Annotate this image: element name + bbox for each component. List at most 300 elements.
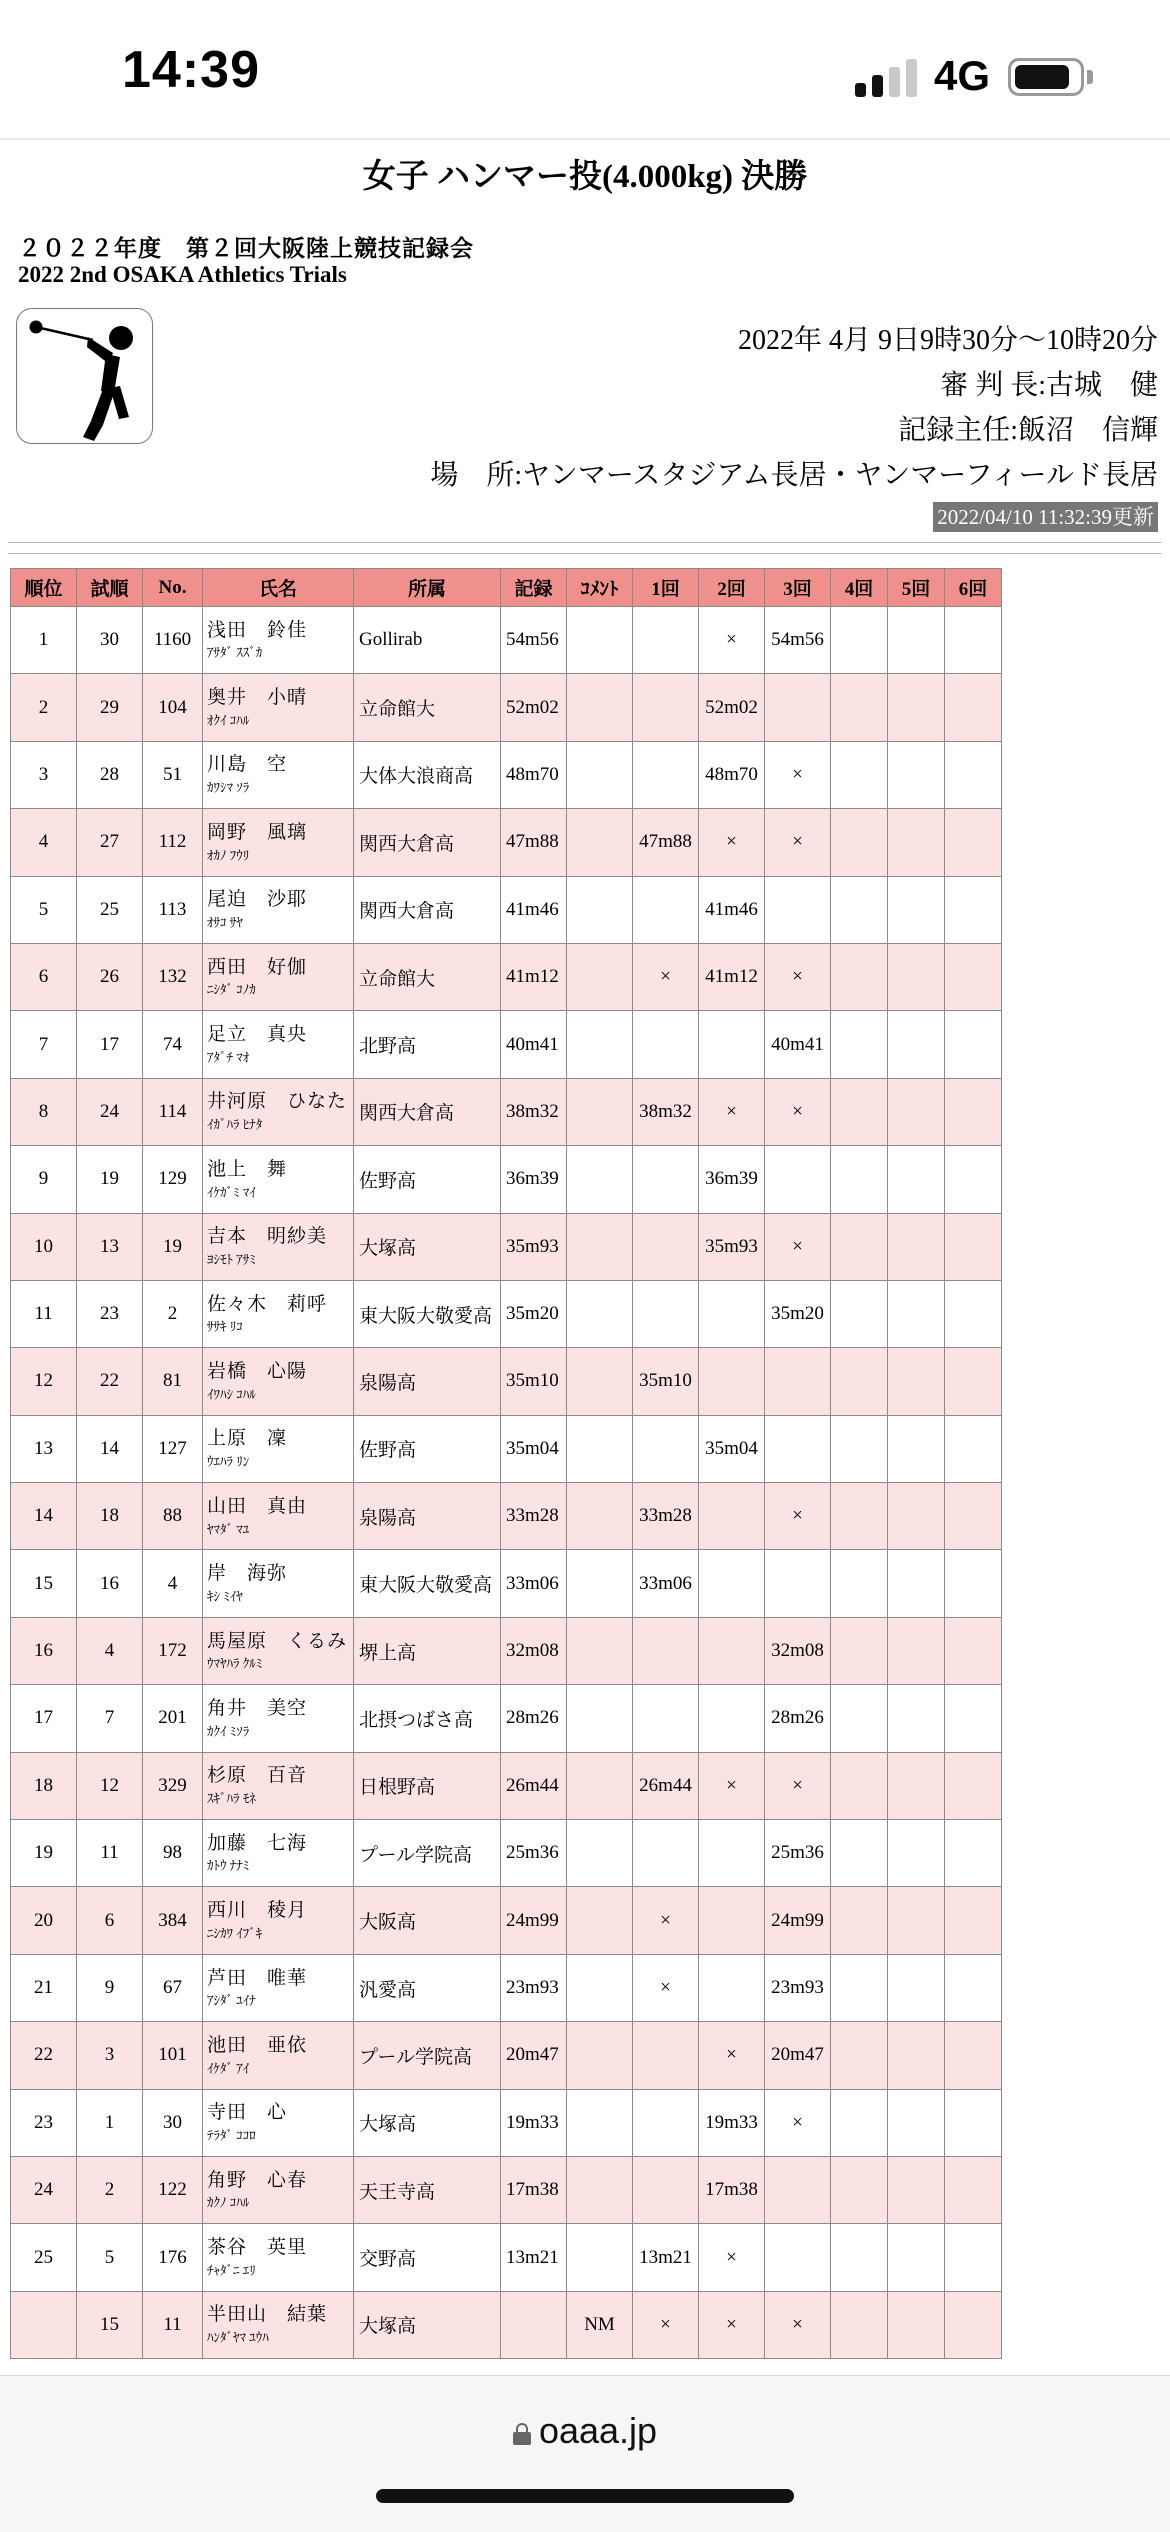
attempt-4-cell [831,674,888,741]
attempt-1-cell: 33m06 [633,1550,699,1617]
attempt-3-cell: 24m99 [765,1887,831,1954]
order-cell: 28 [77,741,143,808]
comment-cell [567,1146,633,1213]
athlete-name: 芦田 唯華 [207,1967,308,1989]
comment-cell [567,2089,633,2156]
comment-cell [567,1617,633,1684]
comment-cell [567,809,633,876]
athlete-name: 角野 心春 [207,2169,308,2191]
athlete-name: 岸 海弥 [207,1563,288,1585]
attempt-5-cell [888,607,945,674]
athlete-name-kana: ｳﾏﾔﾊﾗ ｸﾙﾐ [207,1656,263,1672]
bib-cell: 127 [143,1415,203,1482]
record-cell [501,2291,567,2358]
attempt-6-cell [945,1011,1002,1078]
column-header: ｺﾒﾝﾄ [567,569,633,607]
column-header: 記録 [501,569,567,607]
attempt-4-cell [831,2156,888,2223]
attempt-5-cell [888,876,945,943]
table-row [11,1146,1002,1213]
attempt-3-cell: × [765,809,831,876]
column-header: 6回 [945,569,1002,607]
athlete-name-kana: ｻｻｷ ﾘｺ [207,1319,243,1335]
updated-timestamp: 2022/04/10 11:32:39更新 [933,502,1158,532]
attempt-6-cell [945,1954,1002,2021]
athlete-name: 岩橋 心陽 [207,1360,308,1382]
attempt-3-cell: × [765,741,831,808]
attempt-6-cell [945,1078,1002,1145]
rank-cell: 2 [11,674,77,741]
bib-cell: 113 [143,876,203,943]
attempt-4-cell [831,1550,888,1617]
bib-cell: 19 [143,1213,203,1280]
attempt-4-cell [831,1146,888,1213]
athlete-name-cell [203,607,354,674]
athlete-name-kana: ｶｸｲ ﾐｿﾗ [207,1723,250,1739]
table-row [11,1011,1002,1078]
attempt-1-cell: 47m88 [633,809,699,876]
column-header: No. [143,569,203,607]
comment-cell [567,607,633,674]
order-cell: 18 [77,1483,143,1550]
team-cell: 関西大倉高 [354,809,501,876]
athlete-name-cell [203,1146,354,1213]
record-cell: 35m10 [501,1348,567,1415]
attempt-6-cell [945,1348,1002,1415]
attempt-2-cell: × [699,2022,765,2089]
record-cell: 33m28 [501,1483,567,1550]
order-cell: 4 [77,1617,143,1684]
attempt-5-cell [888,2291,945,2358]
attempt-2-cell: × [699,1752,765,1819]
athlete-name: 吉本 明紗美 [207,1226,328,1248]
comment-cell [567,1415,633,1482]
comment-cell [567,1280,633,1347]
rank-cell: 23 [11,2089,77,2156]
attempt-5-cell [888,1348,945,1415]
comment-cell [567,1483,633,1550]
table-row [11,1685,1002,1752]
athlete-name-cell [203,1752,354,1819]
attempt-3-cell: × [765,1483,831,1550]
record-cell: 32m08 [501,1617,567,1684]
order-cell: 19 [77,1146,143,1213]
bib-cell: 101 [143,2022,203,2089]
attempt-2-cell [699,1820,765,1887]
bib-cell: 1160 [143,607,203,674]
attempt-2-cell: 35m93 [699,1213,765,1280]
attempt-3-cell: 32m08 [765,1617,831,1684]
attempt-1-cell [633,1280,699,1347]
column-header: 5回 [888,569,945,607]
athlete-name-kana: ｽｷﾞﾊﾗ ﾓﾈ [207,1791,256,1807]
order-cell: 9 [77,1954,143,2021]
attempt-1-cell: × [633,2291,699,2358]
team-cell: 佐野高 [354,1146,501,1213]
rank-cell: 19 [11,1820,77,1887]
url-text: oaaa.jp [538,2410,658,2451]
rank-cell: 10 [11,1213,77,1280]
record-cell: 19m33 [501,2089,567,2156]
athlete-name: 佐々木 莉呼 [207,1293,328,1315]
attempt-6-cell [945,1820,1002,1887]
rank-cell: 18 [11,1752,77,1819]
order-cell: 12 [77,1752,143,1819]
record-cell: 36m39 [501,1146,567,1213]
team-cell: 大阪高 [354,1887,501,1954]
athlete-name-kana: ｱﾀﾞﾁ ﾏｵ [207,1049,250,1065]
attempt-1-cell: 35m10 [633,1348,699,1415]
rank-cell: 3 [11,741,77,808]
attempt-5-cell [888,1954,945,2021]
attempt-5-cell [888,1820,945,1887]
comment-cell [567,1685,633,1752]
record-cell: 26m44 [501,1752,567,1819]
attempt-6-cell [945,2022,1002,2089]
attempt-6-cell [945,1483,1002,1550]
rank-cell: 25 [11,2224,77,2291]
athlete-name: 浅田 鈴佳 [207,619,308,641]
bib-cell: 51 [143,741,203,808]
attempt-6-cell [945,2156,1002,2223]
record-cell: 41m46 [501,876,567,943]
record-cell: 20m47 [501,2022,567,2089]
order-cell: 5 [77,2224,143,2291]
athlete-name-kana: ｶｸﾉ ｺﾊﾙ [207,2195,250,2211]
attempt-1-cell [633,1011,699,1078]
attempt-3-cell [765,674,831,741]
attempt-4-cell [831,1213,888,1280]
attempt-2-cell [699,1617,765,1684]
order-cell: 29 [77,674,143,741]
attempt-4-cell [831,943,888,1010]
athlete-name-cell [203,1415,354,1482]
order-cell: 30 [77,607,143,674]
attempt-4-cell [831,1078,888,1145]
athlete-name-cell [203,1348,354,1415]
order-cell: 15 [77,2291,143,2358]
table-row [11,1752,1002,1819]
attempt-2-cell: 41m46 [699,876,765,943]
team-cell: 立命館大 [354,943,501,1010]
attempt-4-cell [831,1415,888,1482]
team-cell: 関西大倉高 [354,1078,501,1145]
athlete-name: 馬屋原 くるみ [207,1630,348,1652]
attempt-2-cell: 17m38 [699,2156,765,2223]
attempt-1-cell [633,1415,699,1482]
athlete-name-cell [203,1617,354,1684]
attempt-5-cell [888,1280,945,1347]
athlete-name-kana: ﾆｼﾀﾞ ｺﾉｶ [207,982,256,998]
rank-cell: 24 [11,2156,77,2223]
attempt-6-cell [945,674,1002,741]
attempt-4-cell [831,1617,888,1684]
attempt-2-cell: 36m39 [699,1146,765,1213]
table-row [11,1280,1002,1347]
bib-cell: 132 [143,943,203,1010]
column-header: 所属 [354,569,501,607]
status-time: 14:39 [122,41,260,99]
record-cell: 13m21 [501,2224,567,2291]
athlete-name: 半田山 結葉 [207,2304,328,2326]
attempt-5-cell [888,2156,945,2223]
athlete-name-kana: ｶﾜｼﾏ ｿﾗ [207,780,250,796]
record-cell: 47m88 [501,809,567,876]
athlete-name-cell [203,2156,354,2223]
order-cell: 14 [77,1415,143,1482]
comment-cell [567,1954,633,2021]
record-cell: 38m32 [501,1078,567,1145]
record-cell: 54m56 [501,607,567,674]
attempt-3-cell: 40m41 [765,1011,831,1078]
athlete-name-cell [203,1011,354,1078]
bib-cell: 329 [143,1752,203,1819]
attempt-1-cell: × [633,943,699,1010]
attempt-3-cell: × [765,1213,831,1280]
comment-cell [567,1550,633,1617]
column-header: 3回 [765,569,831,607]
athlete-name-kana: ｵｶﾉ ﾌｳﾘ [207,847,250,863]
athlete-name-kana: ｳｴﾊﾗ ﾘﾝ [207,1454,250,1470]
attempt-3-cell: × [765,2089,831,2156]
attempt-5-cell [888,2224,945,2291]
rank-cell: 9 [11,1146,77,1213]
table-row [11,1213,1002,1280]
comment-cell [567,876,633,943]
table-row [11,943,1002,1010]
chief-recorder: 記録主任:飯沼 信輝 [898,415,1158,446]
battery-icon [1008,58,1084,96]
attempt-4-cell [831,809,888,876]
athlete-name-cell [203,674,354,741]
comment-cell [567,1011,633,1078]
attempt-6-cell [945,1550,1002,1617]
table-row [11,741,1002,808]
team-cell: 関西大倉高 [354,876,501,943]
event-info [430,318,1158,532]
team-cell: 汎愛高 [354,1954,501,2021]
attempt-2-cell: × [699,2291,765,2358]
cellular-signal-icon [855,55,917,97]
address-bar[interactable] [0,2410,1170,2452]
bib-cell: 88 [143,1483,203,1550]
attempt-4-cell [831,1820,888,1887]
attempt-6-cell [945,2224,1002,2291]
attempt-5-cell [888,1078,945,1145]
bib-cell: 11 [143,2291,203,2358]
attempt-6-cell [945,2089,1002,2156]
athlete-name-cell [203,943,354,1010]
table-row [11,1954,1002,2021]
comment-cell [567,1820,633,1887]
bib-cell: 172 [143,1617,203,1684]
attempt-6-cell [945,2291,1002,2358]
order-cell: 2 [77,2156,143,2223]
athlete-name-cell [203,2291,354,2358]
attempt-6-cell [945,943,1002,1010]
athlete-name: 尾迫 沙耶 [207,889,308,911]
attempt-1-cell [633,1685,699,1752]
athlete-name-cell [203,1954,354,2021]
athlete-name: 加藤 七海 [207,1832,308,1854]
athlete-name-kana: ﾆｼｶﾜ ｲﾌﾞｷ [207,1925,263,1941]
athlete-name-cell [203,1685,354,1752]
attempt-2-cell [699,1280,765,1347]
attempt-4-cell [831,1752,888,1819]
order-cell: 24 [77,1078,143,1145]
attempt-6-cell [945,1685,1002,1752]
record-cell: 28m26 [501,1685,567,1752]
record-cell: 40m41 [501,1011,567,1078]
rank-cell: 6 [11,943,77,1010]
table-row [11,1820,1002,1887]
table-row [11,1617,1002,1684]
attempt-1-cell: × [633,1954,699,2021]
rank-cell: 22 [11,2022,77,2089]
athlete-name-cell [203,1887,354,1954]
attempt-6-cell [945,1280,1002,1347]
attempt-4-cell [831,607,888,674]
order-cell: 23 [77,1280,143,1347]
meet-name: ２０２２年度 第２回大阪陸上競技記録会 [18,236,474,261]
attempt-6-cell [945,1146,1002,1213]
attempt-2-cell: × [699,2224,765,2291]
attempt-5-cell [888,1011,945,1078]
team-cell: 日根野高 [354,1752,501,1819]
table-row [11,1078,1002,1145]
athlete-name-kana: ﾊﾝﾀﾞﾔﾏ ﾕｳﾊ [207,2330,269,2346]
bib-cell: 74 [143,1011,203,1078]
page-title: 女子 ハンマー投(4.000kg) 決勝 [362,159,808,195]
attempt-2-cell: × [699,1078,765,1145]
results-table [10,568,1002,2359]
table-row [11,2291,1002,2358]
athlete-name-cell [203,1550,354,1617]
bib-cell: 4 [143,1550,203,1617]
record-cell: 35m20 [501,1280,567,1347]
athlete-name: 井河原 ひなた [207,1091,348,1113]
divider [8,542,1162,543]
order-cell: 13 [77,1213,143,1280]
athlete-name: 西田 好伽 [207,956,308,978]
table-row [11,1483,1002,1550]
attempt-4-cell [831,1685,888,1752]
team-cell: 北野高 [354,1011,501,1078]
athlete-name-kana: ﾃﾗﾀﾞ ｺｺﾛ [207,2128,256,2144]
athlete-name-kana: ｲﾜﾊｼ ｺﾊﾙ [207,1386,256,1402]
athlete-name-kana: ｵｻｺ ｻﾔ [207,915,243,930]
attempt-1-cell [633,2089,699,2156]
attempt-3-cell: × [765,1078,831,1145]
record-cell: 35m04 [501,1415,567,1482]
athlete-name: 岡野 風璃 [207,821,308,843]
attempt-4-cell [831,1483,888,1550]
attempt-1-cell [633,1617,699,1684]
table-row [11,1550,1002,1617]
athlete-name-cell [203,1213,354,1280]
attempt-6-cell [945,809,1002,876]
attempt-3-cell [765,1415,831,1482]
team-cell: 大塚高 [354,2089,501,2156]
comment-cell [567,1752,633,1819]
attempt-4-cell [831,1348,888,1415]
rank-cell: 11 [11,1280,77,1347]
team-cell: 東大阪大敬愛高 [354,1550,501,1617]
rank-cell: 4 [11,809,77,876]
athlete-name: 川島 空 [207,754,288,776]
attempt-1-cell [633,2156,699,2223]
battery-cap [1087,70,1093,84]
bib-cell: 2 [143,1280,203,1347]
attempt-1-cell [633,876,699,943]
attempt-4-cell [831,2291,888,2358]
attempt-5-cell [888,809,945,876]
athlete-name: 池田 亜依 [207,2034,308,2056]
column-header: 4回 [831,569,888,607]
order-cell: 7 [77,1685,143,1752]
home-indicator[interactable] [376,2489,794,2503]
athlete-name-cell [203,2022,354,2089]
bib-cell: 384 [143,1887,203,1954]
record-cell: 24m99 [501,1887,567,1954]
order-cell: 27 [77,809,143,876]
attempt-1-cell: 13m21 [633,2224,699,2291]
attempt-4-cell [831,2089,888,2156]
team-cell: 立命館大 [354,674,501,741]
attempt-2-cell: × [699,809,765,876]
athlete-name-kana: ｲｹﾀﾞ ｱｲ [207,2060,250,2076]
athlete-name: 奥井 小晴 [207,687,308,709]
team-cell: 泉陽高 [354,1348,501,1415]
attempt-5-cell [888,2022,945,2089]
order-cell: 26 [77,943,143,1010]
attempt-5-cell [888,1685,945,1752]
attempt-5-cell [888,1415,945,1482]
athlete-name-cell [203,1078,354,1145]
attempt-2-cell: 35m04 [699,1415,765,1482]
athlete-name-kana: ﾁｬﾀﾞﾆ ｴﾘ [207,2262,256,2278]
comment-cell [567,741,633,808]
venue: 場 所:ヤンマースタジアム長居・ヤンマーフィールド長居 [430,460,1158,491]
attempt-6-cell [945,1415,1002,1482]
team-cell: 大体大浪商高 [354,741,501,808]
bib-cell: 81 [143,1348,203,1415]
bib-cell: 98 [143,1820,203,1887]
referee: 審 判 長:古城 健 [940,370,1158,401]
attempt-3-cell: × [765,2291,831,2358]
athlete-name-kana: ｶﾄｳ ﾅﾅﾐ [207,1858,250,1874]
table-row [11,1348,1002,1415]
attempt-4-cell [831,741,888,808]
attempt-5-cell [888,1617,945,1684]
athlete-name: 西川 稜月 [207,1900,308,1922]
attempt-1-cell: 33m28 [633,1483,699,1550]
order-cell: 25 [77,876,143,943]
hammer-throw-icon [16,308,153,444]
team-cell: 大塚高 [354,2291,501,2358]
attempt-1-cell: 38m32 [633,1078,699,1145]
attempt-1-cell: 26m44 [633,1752,699,1819]
attempt-3-cell: × [765,1752,831,1819]
table-row [11,2022,1002,2089]
athlete-name: 角井 美空 [207,1697,308,1719]
rank-cell: 17 [11,1685,77,1752]
attempt-3-cell: 54m56 [765,607,831,674]
browser-bottom-bar [0,2375,1170,2532]
attempt-3-cell [765,876,831,943]
attempt-1-cell [633,1146,699,1213]
athlete-name-kana: ﾖｼﾓﾄ ｱｻﾐ [207,1251,256,1267]
